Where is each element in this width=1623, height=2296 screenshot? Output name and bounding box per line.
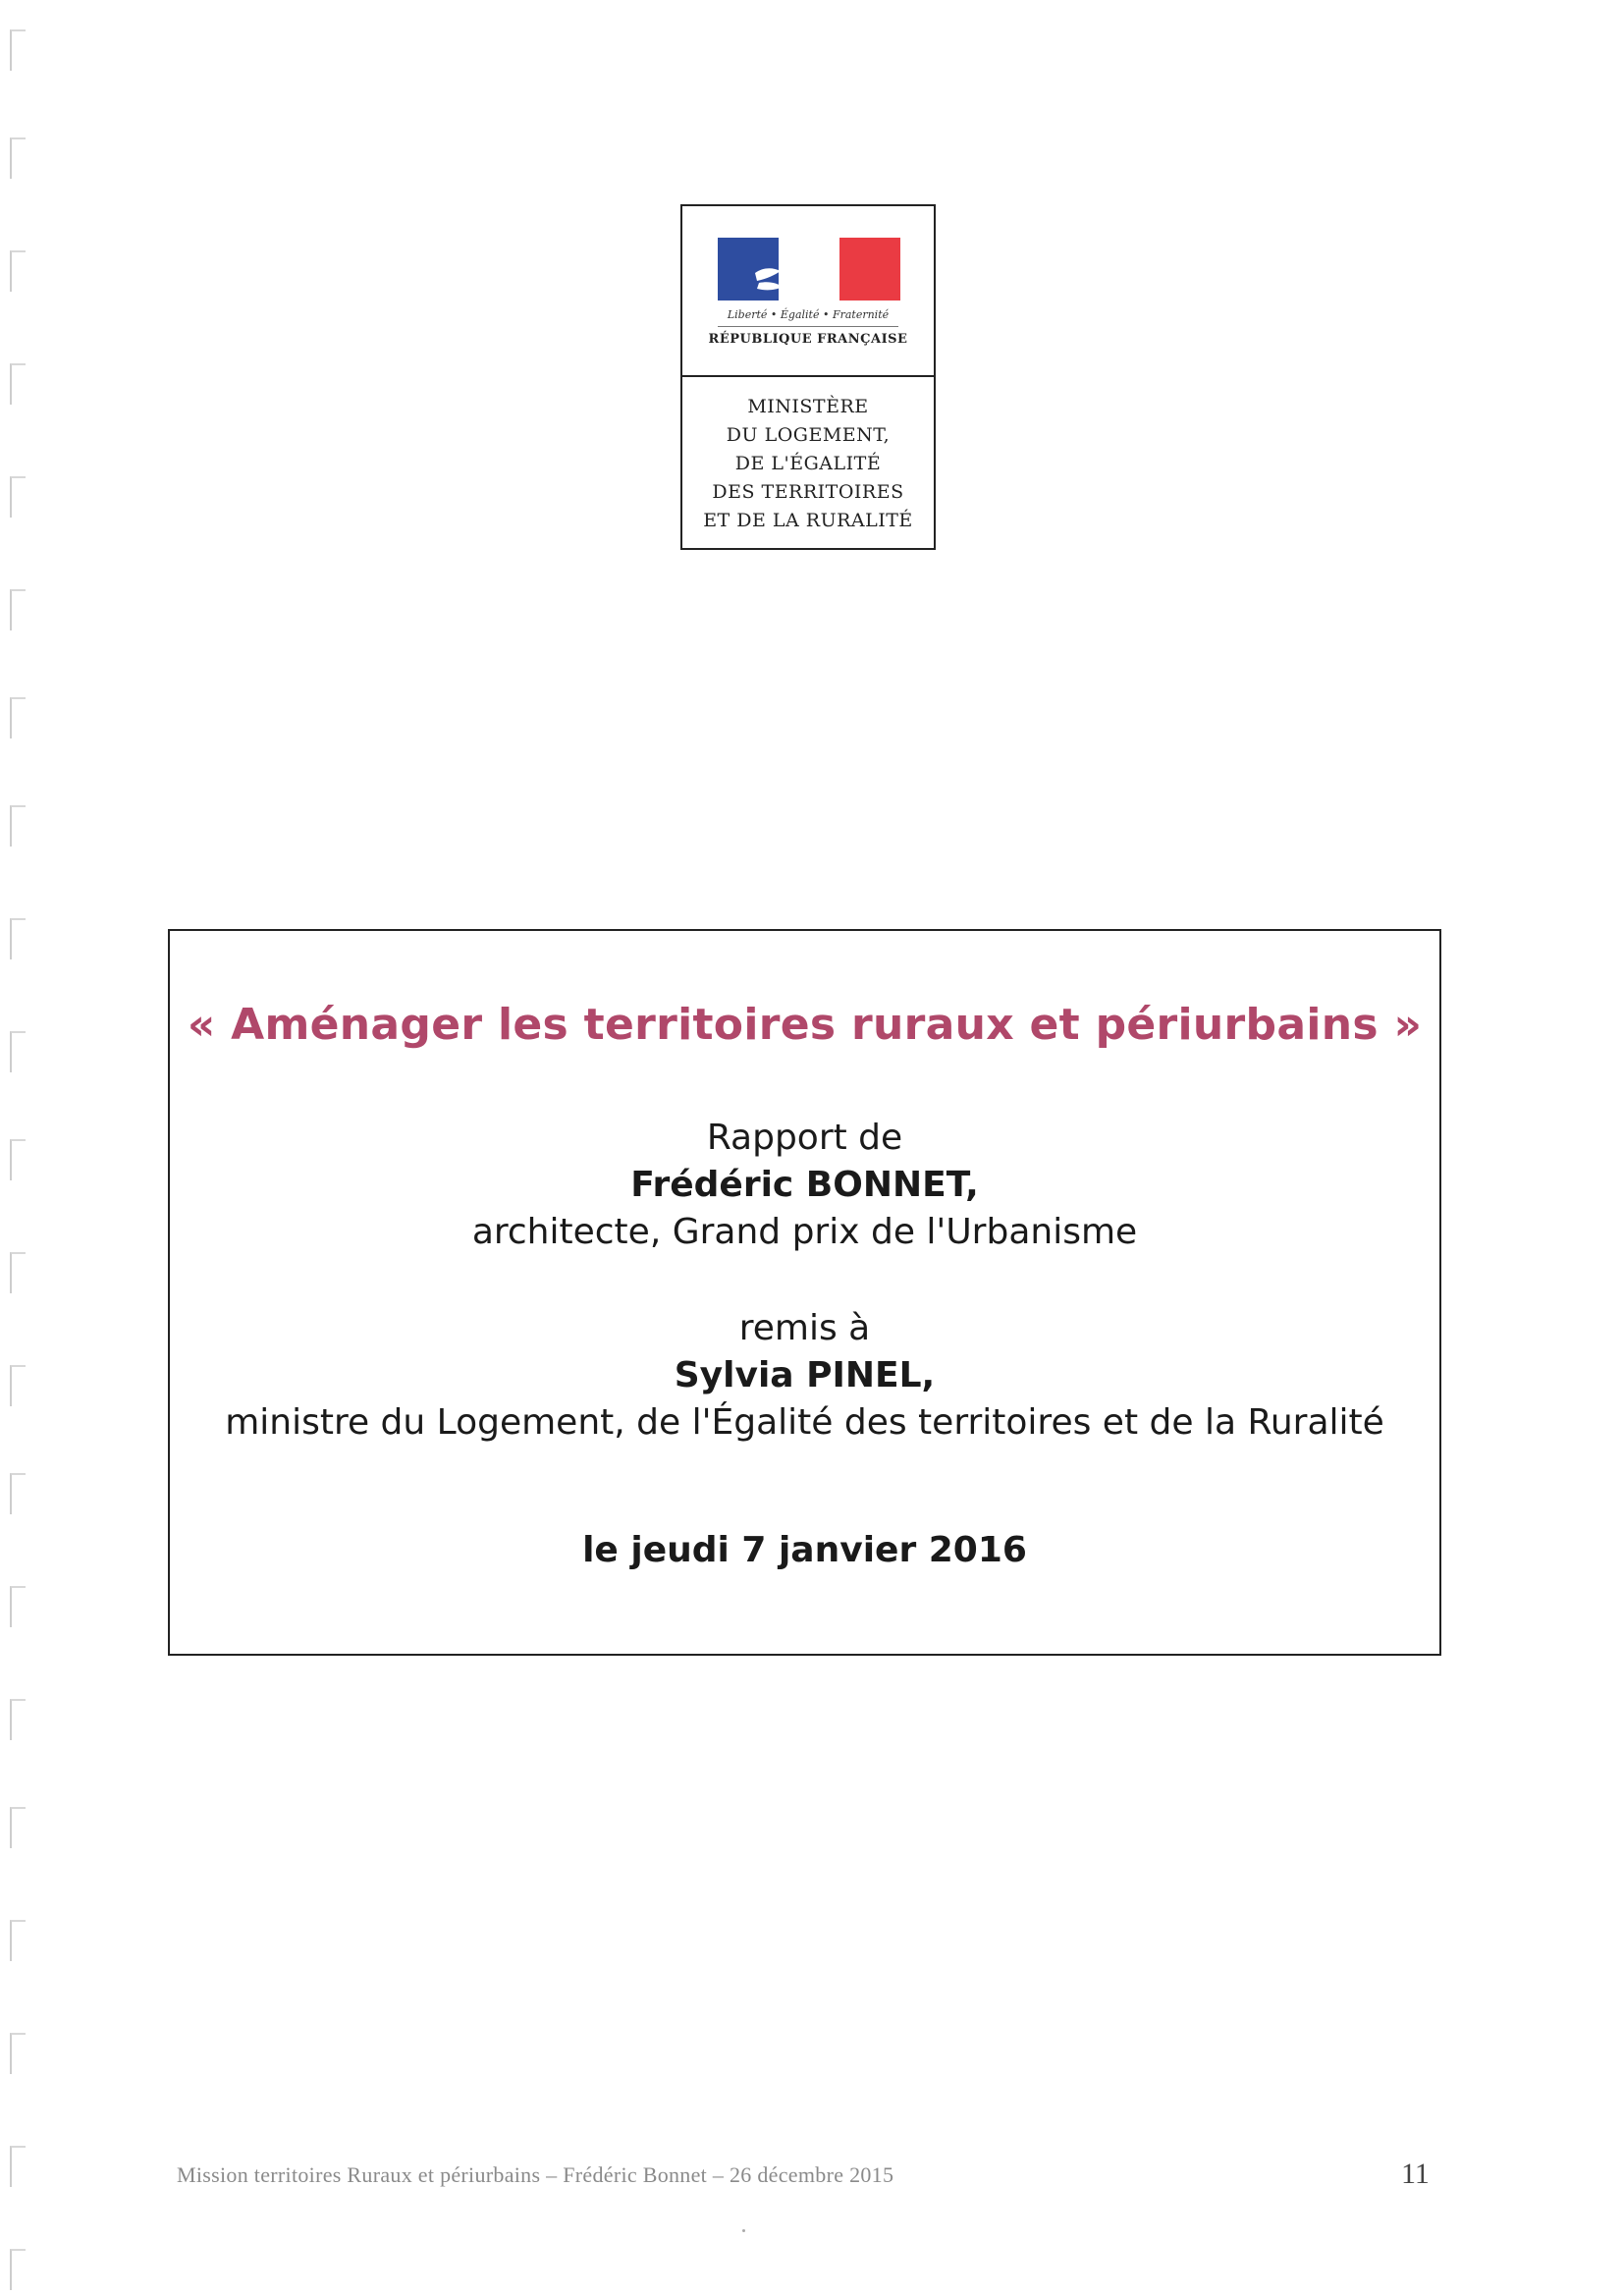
republic-logo — [682, 206, 934, 377]
author-name: Frédéric BONNET, — [630, 1165, 979, 1205]
flag-red — [839, 238, 900, 301]
ministry-name: MINISTÈRE DU LOGEMENT, DE L'ÉGALITÉ DES TERRITOIRES ET DE LA RURALITÉ — [703, 396, 913, 531]
page-number: 11 — [1401, 2158, 1430, 2190]
recipient-name: Sylvia PINEL, — [674, 1355, 936, 1395]
motto: Liberté • Égalité • Fraternité — [727, 308, 890, 321]
report-cover-box — [168, 929, 1441, 1656]
ministry-logo — [680, 204, 936, 550]
recipient-role: ministre du Logement, de l'Égalité des territoires et de la Ruralité — [225, 1402, 1384, 1443]
handed-to: remis à — [738, 1308, 871, 1348]
author-role: architecte, Grand prix de l'Urbanisme — [471, 1212, 1138, 1252]
marianne-flag-icon — [718, 238, 900, 301]
report-title: « Aménager les territoires ruraux et périurbains » — [187, 1000, 1423, 1050]
binding-marks — [0, 0, 39, 2296]
republique-francaise: RÉPUBLIQUE FRANÇAISE — [708, 332, 908, 347]
page-footer: Mission territoires Ruraux et périurbains – Frédéric Bonnet – 26 décembre 2015 — [177, 2162, 894, 2187]
report-intro: Rapport de — [706, 1118, 903, 1158]
report-date: le jeudi 7 janvier 2016 — [582, 1530, 1027, 1570]
